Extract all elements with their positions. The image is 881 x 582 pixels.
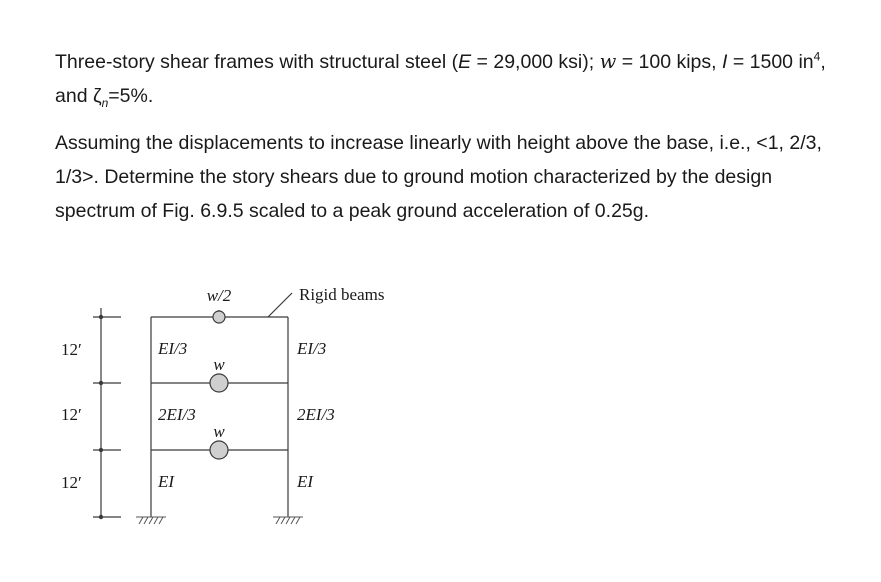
right-column-stiffness-1: EI [297, 472, 314, 491]
text-run: =5%. [108, 85, 154, 107]
text-run: , and [55, 51, 826, 107]
left-column-stiffness-1: EI [158, 472, 175, 491]
left-column-stiffness-3: EI/3 [158, 339, 188, 358]
top-mass-label: w/2 [206, 286, 232, 305]
roof-mass [213, 311, 225, 323]
text-run: = 100 kips, [616, 51, 722, 73]
text-run: = 1500 in [727, 51, 814, 73]
right-fixed-support [273, 517, 303, 524]
damping-symbol: ζ [92, 85, 102, 107]
story-height-1: 12′ [61, 473, 82, 492]
weight-symbol: w [599, 50, 617, 73]
exponent: 4 [813, 49, 821, 64]
right-column-stiffness-3: EI/3 [297, 339, 327, 358]
modulus-symbol: E [458, 51, 472, 73]
damping-subscript: n [101, 95, 109, 110]
text-run: Three-story shear frames with structural steel ( [55, 51, 459, 73]
right-column-stiffness-2: 2EI/3 [297, 405, 335, 424]
rigid-beams-label: Rigid beams [299, 285, 385, 304]
problem-statement: Assuming the displacements to increase linearly with height above the base, i.e., <1, 2/3, 1/3>. Determine the story shears due to ground motion characterized by the design spectrum of Fig. 6.9.5 scaled to a peak ground acceleration of 0.25g. [55, 132, 822, 222]
dimension-ticks [93, 317, 121, 517]
text-run: = 29,000 ksi); [471, 51, 600, 73]
third-floor-mass-label: w [213, 355, 225, 374]
second-floor-mass-label: w [213, 422, 225, 441]
story-height-2: 12′ [61, 405, 82, 424]
left-column-stiffness-2: 2EI/3 [158, 405, 196, 424]
left-fixed-support [136, 517, 166, 524]
third-floor-mass [210, 374, 228, 392]
inertia-symbol: I [722, 51, 728, 73]
rigid-beams-leader [268, 293, 292, 317]
story-height-3: 12′ [61, 340, 82, 359]
second-floor-mass [210, 441, 228, 459]
